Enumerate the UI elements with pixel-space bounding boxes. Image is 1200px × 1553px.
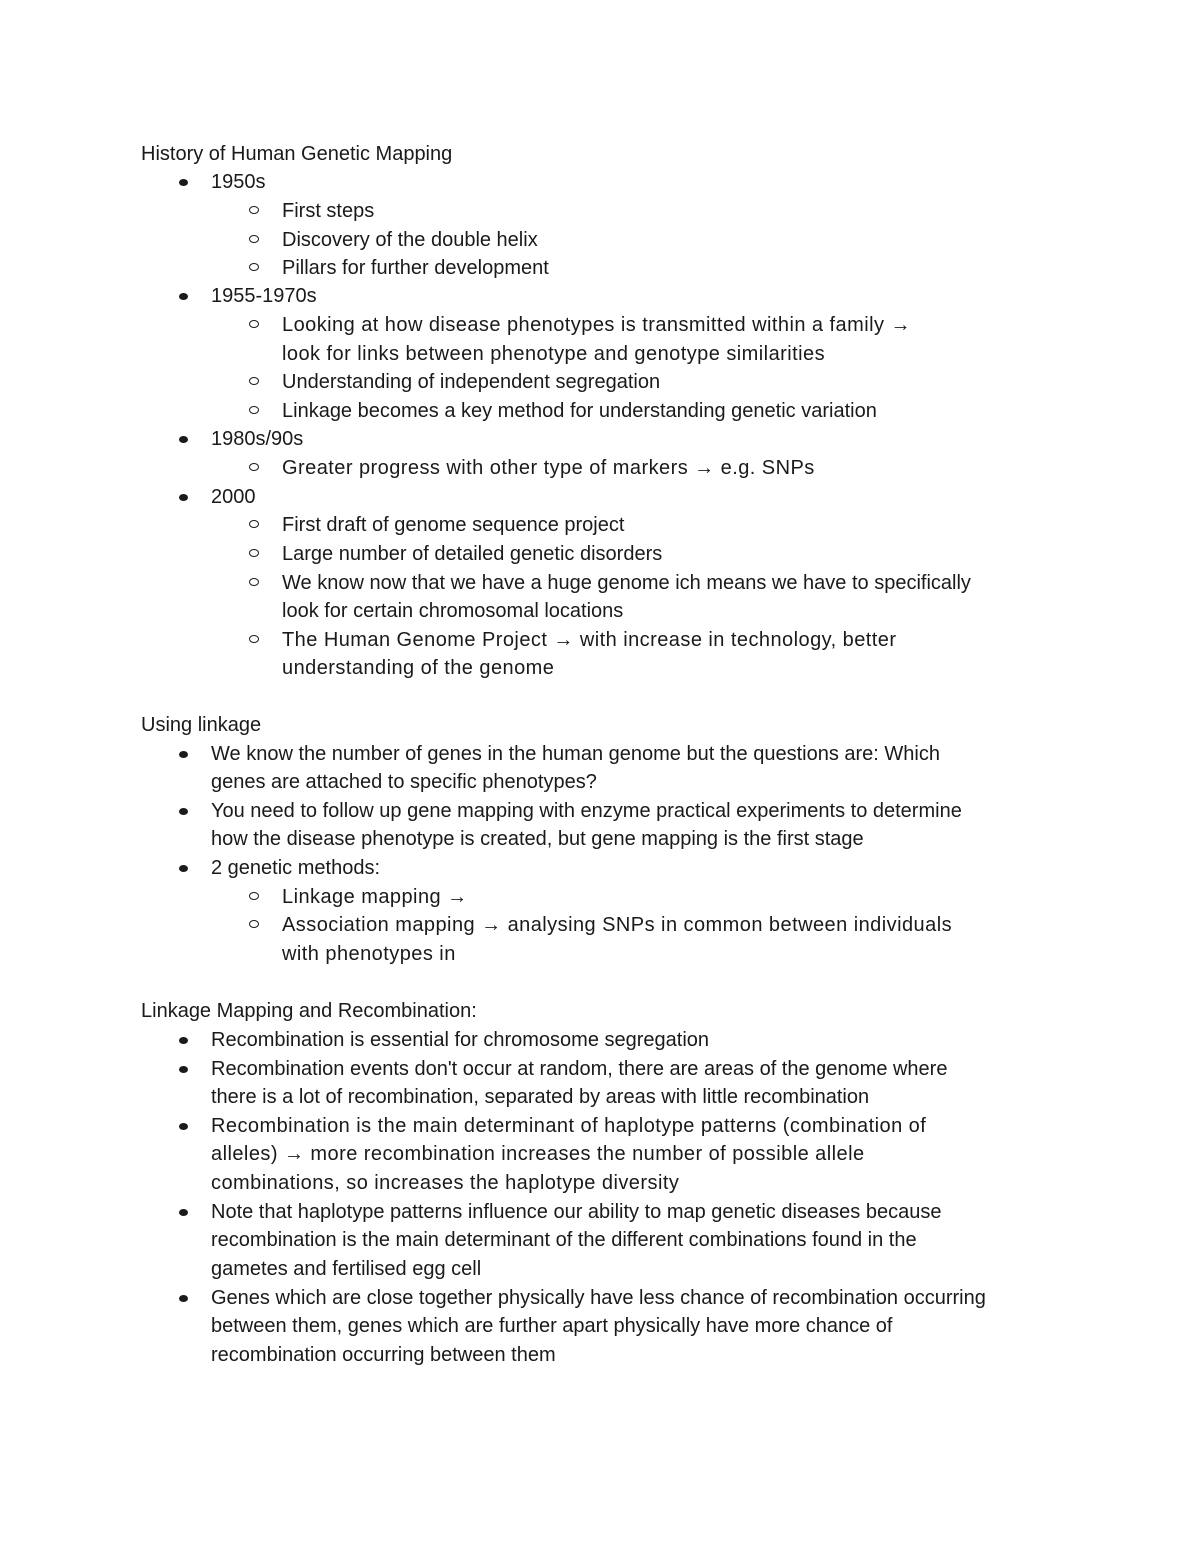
list-item: 2000 <box>211 486 256 508</box>
bullet-icon <box>179 293 188 300</box>
bullet-icon <box>179 494 188 501</box>
section-heading: Using linkage <box>141 714 262 736</box>
sub-list-item-continuation: look for certain chromosomal locations <box>282 600 624 622</box>
bullet-icon <box>179 179 188 186</box>
sub-list-item: We know now that we have a huge genome ich means we have to specifically <box>282 572 971 594</box>
hollow-bullet-icon <box>249 263 259 271</box>
bullet-icon <box>179 1123 188 1130</box>
sub-list-item: First draft of genome sequence project <box>282 514 625 536</box>
hollow-bullet-icon <box>249 578 259 586</box>
sub-list-item: Greater progress with other type of markers → e.g. SNPs <box>282 457 815 479</box>
sub-list-item: Discovery of the double helix <box>282 229 538 251</box>
list-item-continuation: combinations, so increases the haplotype diversity <box>211 1172 680 1194</box>
hollow-bullet-icon <box>249 920 259 928</box>
sub-list-item: First steps <box>282 200 375 222</box>
list-item: 1950s <box>211 171 266 193</box>
hollow-bullet-icon <box>249 206 259 214</box>
list-item-continuation: recombination occurring between them <box>211 1344 556 1366</box>
bullet-icon <box>179 808 188 815</box>
section-heading: Linkage Mapping and Recombination: <box>141 1000 477 1022</box>
hollow-bullet-icon <box>249 320 259 328</box>
sub-list-item-continuation: with phenotypes in <box>282 943 456 965</box>
list-item: We know the number of genes in the human genome but the questions are: Which <box>211 743 940 765</box>
sub-list-item: Pillars for further development <box>282 257 549 279</box>
sub-list-item: Understanding of independent segregation <box>282 371 661 393</box>
sub-list-item: Looking at how disease phenotypes is transmitted within a family → <box>282 314 911 336</box>
hollow-bullet-icon <box>249 635 259 643</box>
hollow-bullet-icon <box>249 549 259 557</box>
list-item-continuation: there is a lot of recombination, separated by areas with little recombination <box>211 1086 870 1108</box>
hollow-bullet-icon <box>249 406 259 414</box>
bullet-icon <box>179 1209 188 1216</box>
sub-list-item: The Human Genome Project → with increase in technology, better <box>282 629 897 651</box>
list-item-continuation: genes are attached to specific phenotypes? <box>211 771 597 793</box>
hollow-bullet-icon <box>249 892 259 900</box>
hollow-bullet-icon <box>249 520 259 528</box>
list-item: Recombination is essential for chromosome segregation <box>211 1029 710 1051</box>
bullet-icon <box>179 1295 188 1302</box>
bullet-icon <box>179 436 188 443</box>
list-item: Recombination is the main determinant of haplotype patterns (combination of <box>211 1115 927 1137</box>
list-item-continuation: alleles) → more recombination increases the number of possible allele <box>211 1143 865 1165</box>
list-item: Note that haplotype patterns influence our ability to map genetic diseases because <box>211 1201 942 1223</box>
list-item: 1980s/90s <box>211 428 304 450</box>
sub-list-item-continuation: understanding of the genome <box>282 657 555 679</box>
list-item: 1955-1970s <box>211 285 317 307</box>
bullet-icon <box>179 1066 188 1073</box>
list-item-continuation: recombination is the main determinant of the different combinations found in the <box>211 1229 917 1251</box>
sub-list-item: Linkage becomes a key method for understanding genetic variation <box>282 400 877 422</box>
list-item: 2 genetic methods: <box>211 857 380 879</box>
list-item-continuation: between them, genes which are further apart physically have more chance of <box>211 1315 893 1337</box>
hollow-bullet-icon <box>249 463 259 471</box>
sub-list-item: Linkage mapping → <box>282 886 468 908</box>
sub-list-item: Association mapping → analysing SNPs in common between individuals <box>282 914 953 936</box>
hollow-bullet-icon <box>249 235 259 243</box>
bullet-icon <box>179 1037 188 1044</box>
list-item-continuation: gametes and fertilised egg cell <box>211 1258 482 1280</box>
bullet-icon <box>179 865 188 872</box>
bullet-icon <box>179 751 188 758</box>
hollow-bullet-icon <box>249 377 259 385</box>
section-heading: History of Human Genetic Mapping <box>141 143 453 165</box>
list-item: Genes which are close together physically have less chance of recombination occurring <box>211 1287 986 1309</box>
list-item: You need to follow up gene mapping with enzyme practical experiments to determine <box>211 800 962 822</box>
list-item-continuation: how the disease phenotype is created, but gene mapping is the first stage <box>211 828 864 850</box>
list-item: Recombination events don't occur at random, there are areas of the genome where <box>211 1058 948 1080</box>
sub-list-item: Large number of detailed genetic disorders <box>282 543 663 565</box>
sub-list-item-continuation: look for links between phenotype and genotype similarities <box>282 343 826 365</box>
